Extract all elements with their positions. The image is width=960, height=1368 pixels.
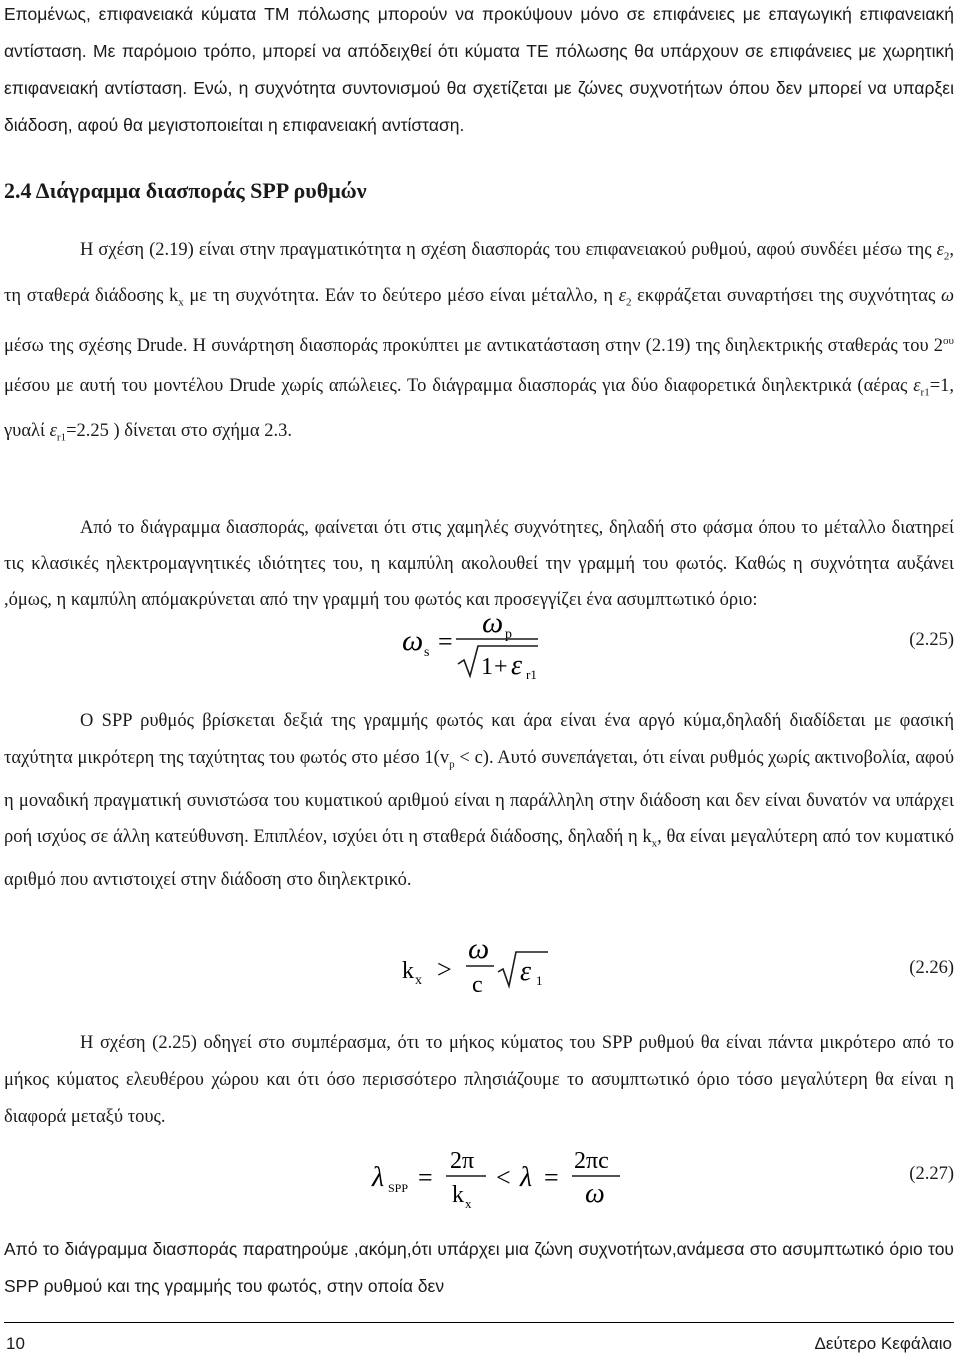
intro-line: Επομένως, επιφανειακά κύματα TM πόλωσης μπορούν να προκύψουν μόνο σε επιφάνειες με <box>4 4 761 24</box>
intro-line: επιφανειακή αντίσταση. <box>282 115 465 135</box>
equation-2-26 <box>0 928 960 1008</box>
eq-symbol: ω <box>482 606 504 639</box>
eq-subscript: p <box>505 627 512 642</box>
epsilon-symbol: ε <box>618 285 627 306</box>
text-run: , τη σταθερά διάδοσης <box>4 240 954 306</box>
less-than-symbol: < <box>459 747 470 768</box>
footer-rule <box>4 1322 954 1323</box>
eq-symbol: ω <box>468 932 490 965</box>
eq-symbol: ω <box>585 1178 605 1209</box>
text-run: μέσου με αυτή του μοντέλου Drude χωρίς απώλειες. Το διάγραμμα διασποράς για δύο διαφορετικά διηλεκτρικά (αέρας <box>4 375 908 396</box>
paragraph-spp-slow-wave <box>4 703 954 899</box>
chapter-title: Δεύτερο Κεφάλαιο <box>814 1334 952 1353</box>
text-run: =2.25 ) δίνεται στο σχήμα 2.3. <box>66 421 292 442</box>
text-run: Ο SPP ρυθμός βρίσκεται δεξιά της γραμμής φωτός και άρα είναι ένα αργό κύμα,δηλαδή διαδίδεται με φασική ταχύτητα μικρότερη της ταχύτητας του φωτός στο μέσο 1( <box>4 711 954 768</box>
c-symbol: c <box>474 747 483 768</box>
eq-symbol: λ <box>520 1162 533 1193</box>
equation-2-25-graphic <box>0 606 960 686</box>
epsilon-symbol: ε <box>49 421 57 442</box>
subscript: x <box>178 296 184 309</box>
eq-symbol: 2πc <box>574 1148 609 1174</box>
eq-subscript: r1 <box>526 667 537 682</box>
eq-symbol: ω <box>402 624 424 657</box>
eq-subscript: s <box>424 645 430 660</box>
eq-subscript: 1 <box>536 973 543 988</box>
subscript: r1 <box>920 386 930 399</box>
subscript: r1 <box>56 431 67 444</box>
paragraph-band-gap: Από το διάγραμμα διασποράς παρατηρούμε ,ακόμη,ότι υπάρχει μια ζώνη συχνοτήτων,ανάμεσα στο ασυμπτωτικό όριο του SPP ρυθμού και της γραμμής του φωτός, στην οποία δεν <box>4 1239 954 1296</box>
eq-operator: + <box>494 654 508 680</box>
intro-line: επαγωγική επιφανειακή αντίσταση. Με παρόμοιο τρόπο, μπορεί να απόδειχθεί ότι κύματα TE πόλωσης <box>4 4 954 61</box>
eq-subscript: SPP <box>388 1181 409 1195</box>
superscript: ου <box>943 335 954 348</box>
text-run: εκφράζεται συναρτήσει της συχνότητας <box>637 285 936 306</box>
text-run: με τη συχνότητα. Εάν το δεύτερο μέσο είναι μέταλλο, η <box>189 285 614 306</box>
eq-subscript: x <box>465 1196 472 1211</box>
page-number: 10 <box>6 1334 25 1353</box>
eq-operator: < <box>496 1163 511 1192</box>
eq-symbol: k <box>452 1182 464 1208</box>
paragraph-asymptote: Από το διάγραμμα διασποράς, φαίνεται ότι στις χαμηλές συχνότητες, δηλαδή στο φάσμα όπου το μέταλλο διατηρεί τις κλασικές ηλεκτρομαγνητικές ιδιότητες του, η καμπύλη ακολουθεί την γραμμή του φωτός. Καθώς η συχνότητα αυξάνει ,όμως, η καμπύλη απόμακρύνεται από την γραμμή του φωτός και προσεγγίζει ένα ασυμπτωτικό όριο: <box>4 518 954 610</box>
text-run: =1, γυαλί <box>4 375 955 442</box>
text-run: μέσω της σχέσης Drude. Η συνάρτηση διασποράς προκύπτει με αντικατάσταση στην (2.19) της διηλεκτρικής σταθεράς του 2 <box>4 336 944 357</box>
equation-number: (2.25) <box>909 630 954 650</box>
text-run: Η σχέση (2.19) είναι στην πραγματικότητα η σχέση διασποράς του επιφανειακού ρυθμού, αφού συνδέει μέσω της <box>80 240 932 260</box>
subscript: p <box>449 758 455 771</box>
equation-number: (2.27) <box>909 1164 954 1184</box>
intro-line: σχετίζεται με ζώνες συχνοτήτων όπου δεν μπορεί να υπαρξει διάδοση, αφού θα μεγιστοποιείται η <box>4 78 955 135</box>
intro-paragraph <box>4 0 954 144</box>
epsilon-symbol: ε <box>936 240 944 260</box>
eq-symbol: k <box>402 958 414 984</box>
section-heading: 2.4 Διάγραμμα διασποράς SPP ρυθμών <box>4 178 367 203</box>
page-footer <box>0 1322 960 1362</box>
paragraph-wavelength: Η σχέση (2.25) οδηγεί στο συμπέρασμα, ότι το μήκος κύματος του SPP ρυθμού θα είναι πάντα μικρότερο από το μήκος κύματος ελευθέρου χώρου και ότι όσο περισσότερο πλησιάζουμε το ασυμπτωτικό όριο τόσο μεγαλύτερη θα είναι η διαφορά μεταξύ τους. <box>4 1033 954 1127</box>
eq-operator: > <box>437 955 452 984</box>
text-run: , θα είναι μεγαλύτερη από τον κυματικό αριθμό που αντιστοιχεί στην διάδοση στο διηλεκτρικό. <box>4 827 954 891</box>
omega-symbol: ω <box>940 285 955 306</box>
eq-operator: = <box>438 627 453 656</box>
intro-line: θα υπάρχουν σε επιφάνειες με χωρητική επιφανειακή αντίσταση. Ενώ, η συχνότητα συντονισμού θα <box>4 41 954 98</box>
eq-operator: = <box>418 1163 433 1192</box>
equation-2-25 <box>0 606 960 686</box>
subscript: x <box>651 837 658 850</box>
eq-symbol: c <box>472 972 483 998</box>
eq-symbol: ε <box>511 650 523 681</box>
equation-2-26-graphic <box>0 928 960 1008</box>
equation-2-27 <box>0 1134 960 1214</box>
paragraph-dispersion-relation <box>4 231 954 458</box>
v-symbol: v <box>439 747 450 768</box>
text-run: ). Αυτό συνεπάγεται, ότι είναι ρυθμός χωρίς ακτινοβολία, αφού η μοναδική πραγματική συνιστώσα του κυματικού αριθμού είναι η παράλληλη στην διάδοση και δεν είναι δυνατόν να υπάρχει ροή ισχύος σε άλλη κατεύθυνση. Επιπλέον, ισχύει ότι η σταθερά διάδοσης, δηλαδή η <box>4 747 954 848</box>
equation-number: (2.26) <box>909 958 954 978</box>
k-symbol: k <box>169 285 179 306</box>
equation-2-27-graphic <box>0 1134 960 1214</box>
subscript: 2 <box>626 296 632 309</box>
eq-symbol: λ <box>372 1162 385 1193</box>
eq-subscript: x <box>415 973 422 988</box>
eq-operator: = <box>544 1163 559 1192</box>
eq-symbol: ε <box>520 956 532 987</box>
eq-symbol: 2π <box>450 1148 475 1174</box>
k-symbol: k <box>642 827 652 848</box>
subscript: 2 <box>943 250 950 263</box>
eq-digit: 1 <box>481 654 493 680</box>
epsilon-symbol: ε <box>913 375 921 396</box>
